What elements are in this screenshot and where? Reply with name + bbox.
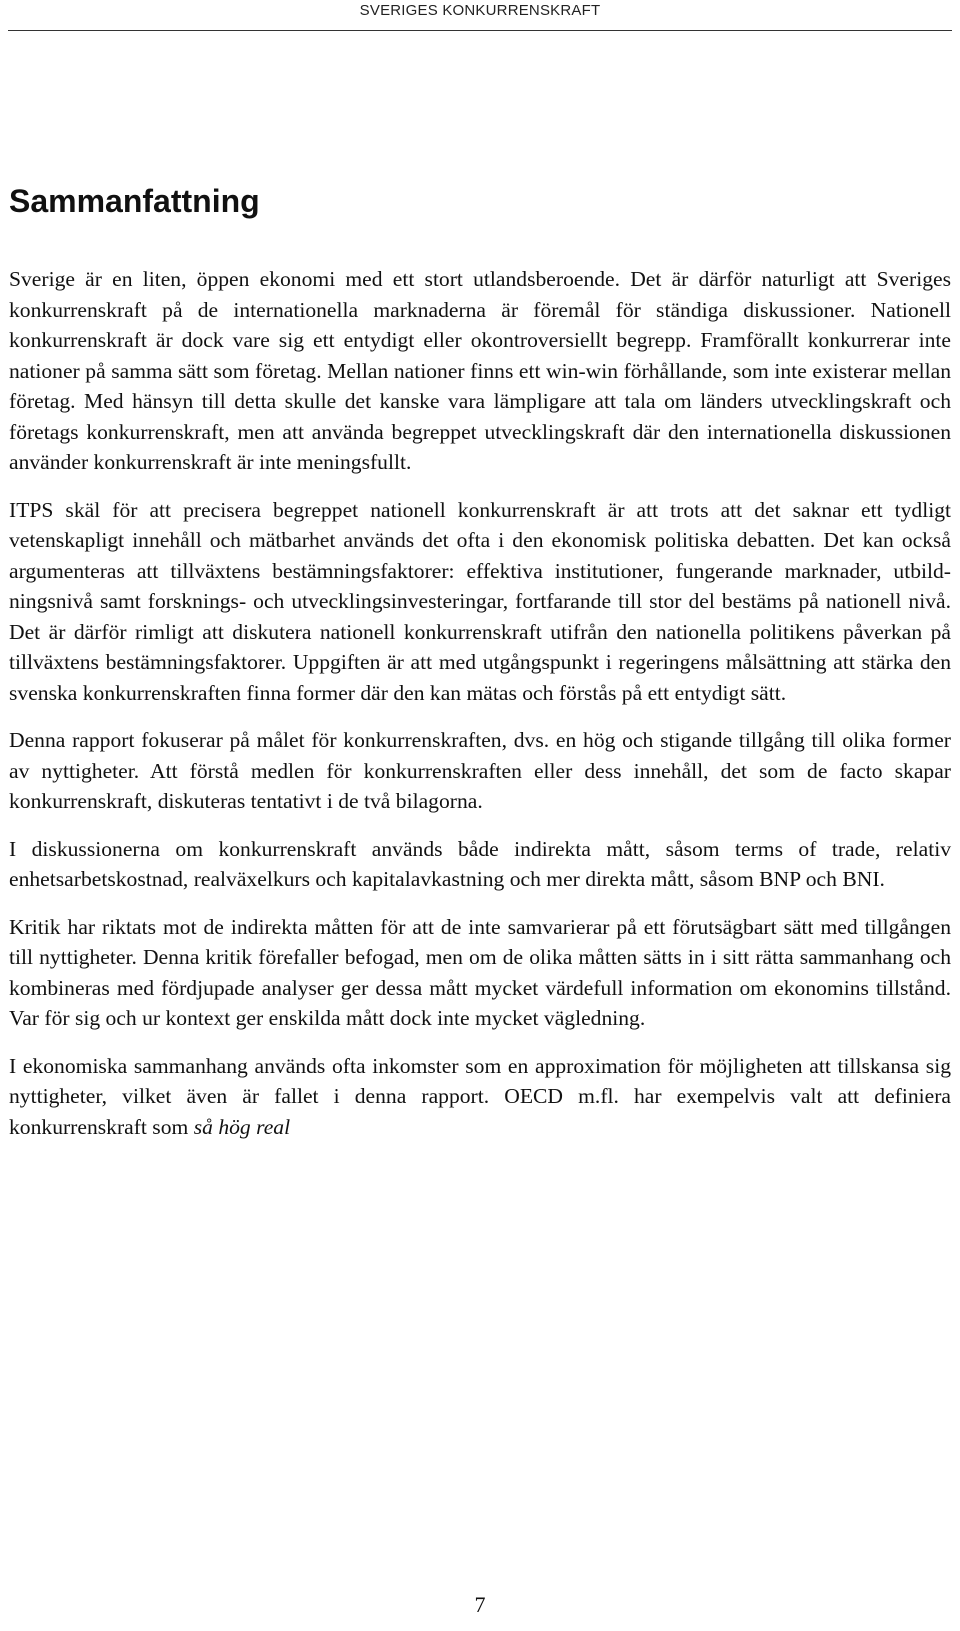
paragraph-last	[9, 1051, 951, 1143]
page-number: 7	[474, 1592, 486, 1617]
italic-phrase: så hög real	[193, 1114, 291, 1139]
body-text	[9, 264, 951, 1159]
paragraph: ITPS skäl för att precisera begreppet nationell konkurrenskraft är att trots att det saknar ett tydligt vetenskapligt innehåll och mätbarhet används det ofta i den ekonomisk politiska debatten. Det kan också argumenteras att tillväxtens bestämningsfaktorer: effektiva institutioner, fungerande marknader, utbildningsnivå samt forsknings- och utvecklingsinvesteringar, fortfarande till stor del bestäms på nationell nivå. Det är därför rimligt att diskutera nationell konkurrenskraft utifrån den nationella politikens påverkan på tillväxtens bestämningsfaktorer. Uppgiften är att med utgångspunkt i regeringens målsättning att stärka den svenska konkurrenskraften finna former där den kan mätas och förstås på ett entydigt sätt.	[9, 497, 951, 705]
running-header: SVERIGES KONKURRENSKRAFT	[359, 2, 601, 19]
section-title: Sammanfattning	[9, 183, 260, 219]
paragraph: Sverige är en liten, öppen ekonomi med ett stort utlandsberoende. Det är därför naturligt att Sveriges konkurrenskraft på de internationella marknaderna är föremål för ständiga diskussioner. Nationell konkurrenskraft är dock vare sig ett entydigt eller okontroversiellt begrepp. Framförallt konkurrerar inte nationer på samma sätt som företag. Mellan nationer finns ett win-win förhållande, som inte existerar mellan företag. Med hänsyn till detta skulle det kanske vara lämpligare att tala om länders utvecklingskraft och företags konkurrenskraft, men att använda begreppet utvecklingskraft där den internationella diskussionen använder konkurrenskraft är inte meningsfullt.	[9, 267, 951, 474]
paragraph: Denna rapport fokuserar på målet för konkurrenskraften, dvs. en hög och stigande tillgång till olika former av nyttigheter. Att förstå medlen för konkurrenskraften eller dess innehåll, det som de facto skapar konkurrenskraft, diskuteras tentativt i de två bilagorna.	[9, 728, 951, 813]
header-divider	[8, 30, 952, 31]
paragraph: Kritik har riktats mot de indirekta måtten för att de inte samvarierar på ett förutsägbart sätt med tillgången till nyttigheter. Denna kritik förefaller befogad, men om de olika måtten sätts in i sitt rätta sammanhang och kombineras med fördjupade analyser ger dessa mått mycket värdefull information om ekonomins tillstånd. Var för sig och ur kontext ger enskilda mått dock inte mycket vägledning.	[9, 914, 951, 1030]
paragraph: I diskussionerna om konkurrenskraft används både indirekta mått, såsom terms of trade, relativ enhetsarbetskostnad, realväxelkurs och kapitalavkastning och mer direkta mått, såsom BNP och BNI.	[9, 836, 951, 891]
paragraph-text: I ekonomiska sammanhang används ofta inkomster som en approximation för möjligheten att tillskansa sig nyttigheter, vilket även är fallet i denna rapport. OECD m.fl. har exempelvis valt att definiera konkurrenskraft som	[9, 1053, 951, 1139]
